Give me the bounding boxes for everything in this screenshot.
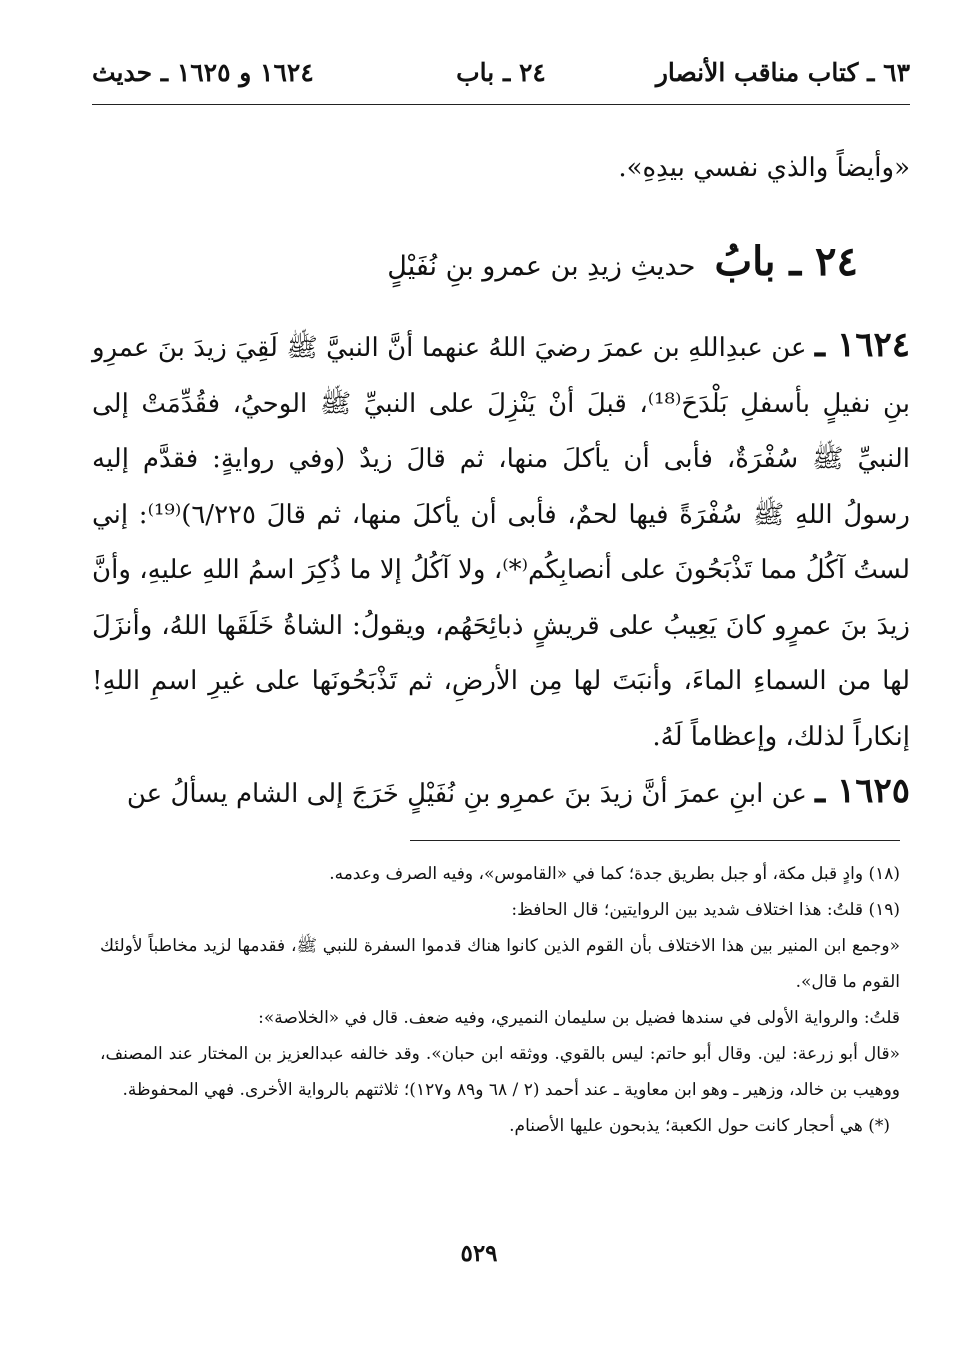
- header-chapter: ٢٤ ـ باب: [456, 58, 546, 87]
- footnote-19-quote: «وجمع ابن المنير بين هذا الاختلاف بأن القوم الذين كانوا هناك قدموا السفرة للنبي ﷺ، فقدمها لزيد مخاطباً لأولئك القوم ما قال».: [100, 936, 900, 992]
- hadith-number: ١٦٢٤ ـ: [814, 325, 910, 365]
- footnote-19: (١٩) قلتُ: هذا اختلاف شديد بين الروايتين؛ قال الحافظ:: [511, 900, 900, 920]
- footnote-divider: [410, 840, 900, 841]
- hadith-1625: [92, 764, 910, 822]
- footnote-19-khulasa: «قال أبو زرعة: لين. وقال أبو حاتم: ليس بالقوي. ووثقه ابن حبان». وقد خالفه عبدالعزيز بن المختار عند المصنف، ووهيب بن خالد، وزهير ـ وهو ابن معاوية ـ عند أحمد (٢ / ٦٨ و٨٩ و١٢٧)؛ ثلاثتهم بالرواية الأخرى. فهي المحفوظة.: [100, 1044, 900, 1100]
- footnote-18: (١٨) وادٍ قبل مكة، أو جبل بطريق جدة؛ كما في «القاموس»، وفيه الصرف وعدمه.: [329, 864, 900, 884]
- header-hadith-range: ١٦٢٤ و ١٦٢٥ ـ حديث: [92, 58, 314, 87]
- chapter-number: ٢٤ ـ بابُ: [714, 238, 858, 285]
- continuation-text: «وأيضاً والذي نفسي بيدِهِ».: [618, 153, 910, 183]
- hadith-1624: [92, 318, 910, 765]
- footnote-asterisk: (*) هي أحجار كانت حول الكعبة؛ يذبحون عليها الأصنام.: [509, 1116, 890, 1136]
- hadith-number: ١٦٢٥ ـ: [815, 771, 910, 811]
- running-header: [92, 58, 910, 98]
- hadith-text: عن عبدِاللهِ بن عمرَ رضيَ اللهُ عنهما أنَّ النبيَّ ﷺ لَقِيَ زيدَ بنَ عمرِو بنِ نفيلٍ بأسفلِ بَلْدَحَ⁽¹⁸⁾، قبلَ أنْ يَنْزِلَ على النبيِّ ﷺ الوحيُ، فقُدِّمَتْ إلى النبيِّ ﷺ سُفْرَةٌ، فأبى أن يأكلَ منها، ثم قالَ زيدٌ (وفي روايةٍ: فقدَّم إليه رسولُ اللهِ ﷺ سُفْرَةً فيها لحمٌ، فأبى أن يأكلَ منها، ثم قالَ ٦/٢٢٥)⁽¹⁹⁾: إني لستُ آكُلُ مما تَذْبَحُونَ على أنصابِكُم⁽*⁾، ولا آكُلُ إلا ما ذُكِرَ اسمُ اللهِ عليهِ، وأنَّ زيدَ بنَ عمرٍو كانَ يَعِيبُ على قريشٍ ذبائِحَهُم، ويقولُ: الشاةُ خَلَقَها اللهُ، وأنزَلَ لها من السماءِ الماءَ، وأنبَتَ لها مِن الأرضِ، ثم تَذْبَحُونَها على غيرِ اسمِ اللهِ! إنكاراً لذلك، وإعظاماً لَهُ.: [92, 333, 910, 752]
- footnotes: [100, 856, 900, 1144]
- page-number: ٥٢٩: [460, 1240, 498, 1267]
- hadith-text: عن ابنِ عمرَ أنَّ زيدَ بنَ عمرِو بنِ نُفَيْلٍ خَرَجَ إلى الشام يسألُ عن: [126, 779, 807, 809]
- footnote-19-comment: قلتُ: والرواية الأولى في سندها فضيل بن سليمان النميري، وفيه ضعف. قال في «الخلاصة»:: [258, 1008, 900, 1028]
- chapter-title: حديثِ زيدِ بن عمرو بنِ نُفَيْلٍ: [387, 251, 696, 282]
- header-book-title: ٦٣ ـ كتاب مناقب الأنصار: [655, 58, 910, 87]
- header-divider: [92, 104, 910, 105]
- chapter-heading: [92, 238, 858, 285]
